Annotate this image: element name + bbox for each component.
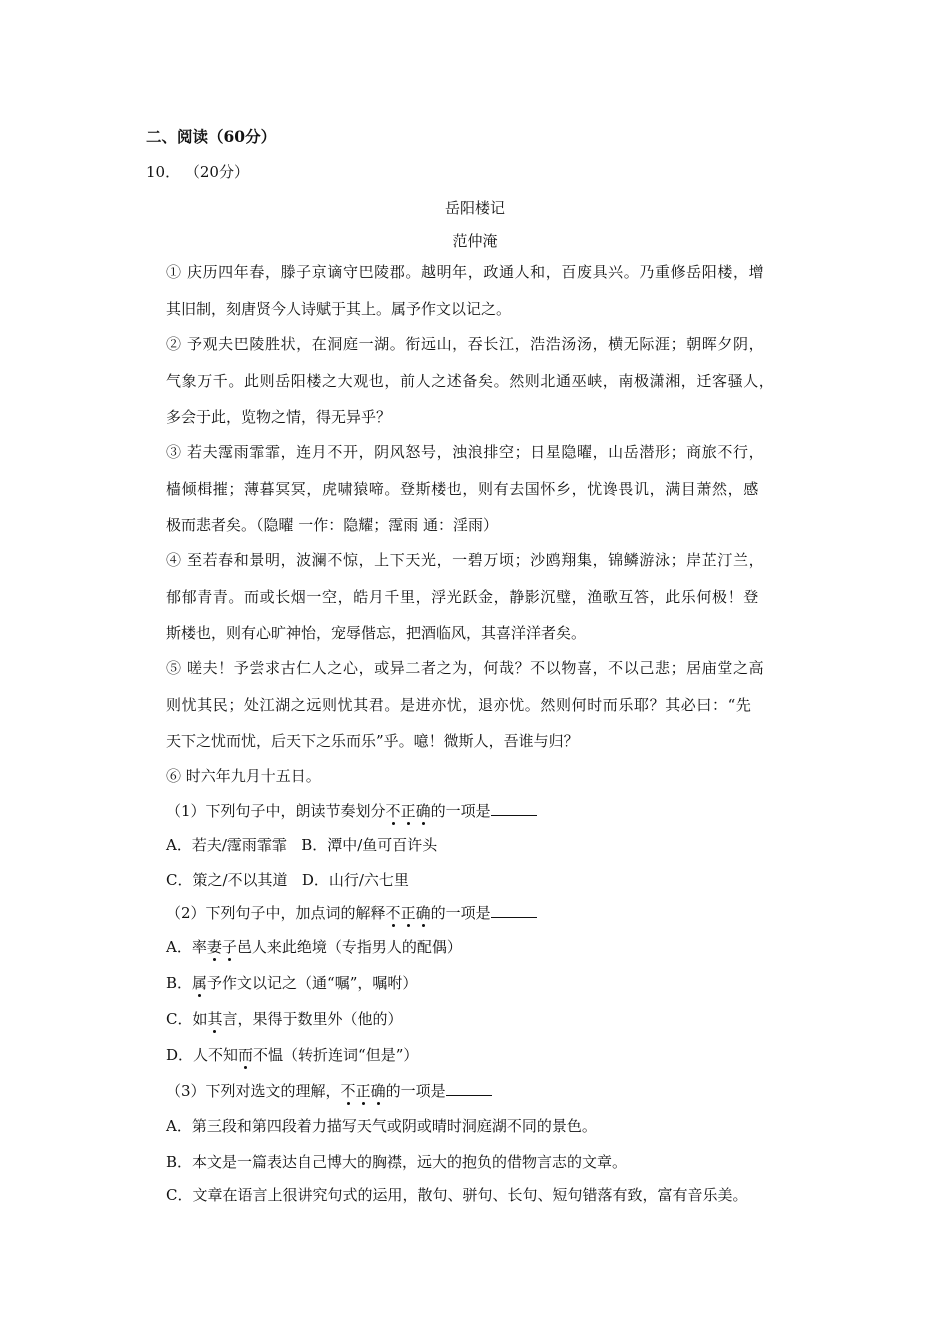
- emphasis-mark: 不: [340, 1082, 356, 1100]
- passage-line: 其旧制，刻唐贤今人诗赋于其上。属予作文以记之。: [166, 300, 512, 318]
- emphasis-mark: 妻: [206, 938, 222, 956]
- question-number: 10．: [146, 163, 181, 181]
- answer-blank[interactable]: [491, 902, 537, 918]
- q2-option-c: C．如其言，果得于数里外（他的）: [166, 1010, 403, 1028]
- q2-stem: （2）下列句子中，加点词的解释不正确的一项是: [166, 902, 537, 923]
- q3-option: A．第三段和第四段着力描写天气或阴或晴时洞庭湖不同的景色。: [166, 1117, 597, 1135]
- question-points: （20分）: [184, 163, 249, 181]
- q3-option: B．本文是一篇表达自己博大的胸襟，远大的抱负的借物言志的文章。: [166, 1153, 628, 1171]
- passage-line: ③ 若夫霪雨霏霏，连月不开，阴风怒号，浊浪排空；日星隐曜，山岳潜形；商旅不行，: [166, 443, 765, 461]
- emphasis-mark: 正: [400, 904, 416, 922]
- answer-blank[interactable]: [491, 800, 537, 816]
- passage-title: 岳阳楼记: [444, 199, 505, 217]
- question-header: [146, 162, 249, 182]
- passage-line: 郁郁青青。而或长烟一空，皓月千里，浮光跃金，静影沉璧，渔歌互答，此乐何极！登: [166, 588, 759, 606]
- emphasis-mark: 其: [207, 1010, 223, 1028]
- emphasis-mark: 而: [238, 1046, 254, 1064]
- passage-line: ① 庆历四年春，滕子京谪守巴陵郡。越明年，政通人和，百废具兴。乃重修岳阳楼，增: [166, 263, 765, 281]
- emphasis-mark: 确: [415, 904, 431, 922]
- passage-line: 天下之忧而忧，后天下之乐而乐”乎。噫！微斯人，吾谁与归？: [166, 732, 579, 750]
- emphasis-mark: 确: [370, 1082, 386, 1100]
- q1-option-row: C．策之/不以其道 D．山行/六七里: [166, 871, 409, 889]
- emphasis-mark: 正: [355, 1082, 371, 1100]
- passage-line: 斯楼也，则有心旷神怡，宠辱偕忘，把酒临风，其喜洋洋者矣。: [166, 624, 587, 642]
- q1-option-row: A．若夫/霪雨霏霏 B．潭中/鱼可百许头: [166, 836, 438, 854]
- emphasis-mark: 子: [221, 938, 237, 956]
- passage-line: 樯倾楫摧；薄暮冥冥，虎啸猿啼。登斯楼也，则有去国怀乡，忧谗畏讥，满目萧然，感: [166, 480, 759, 498]
- emphasis-mark: 确: [415, 802, 431, 820]
- passage-line: 极而悲者矣。（隐曜 一作：隐耀；霪雨 通：淫雨）: [166, 516, 499, 534]
- passage-author: 范仲淹: [452, 232, 498, 250]
- passage-line: ④ 至若春和景明，波澜不惊，上下天光，一碧万顷；沙鸥翔集，锦鳞游泳；岸芷汀兰，: [166, 551, 765, 569]
- emphasis-mark: 正: [400, 802, 416, 820]
- section-heading: 二、阅读（60分）: [146, 127, 277, 146]
- passage-line: ② 予观夫巴陵胜状，在洞庭一湖。衔远山，吞长江，浩浩汤汤，横无际涯；朝晖夕阴，: [166, 335, 765, 353]
- emphasis-mark: 不: [385, 802, 401, 820]
- q3-stem: （3）下列对选文的理解，不正确的一项是: [166, 1080, 492, 1101]
- emphasis-mark: 属: [192, 974, 208, 992]
- passage-line: 则忧其民；处江湖之远则忧其君。是进亦忧，退亦忧。然则何时而乐耶？其必曰：“先: [166, 696, 752, 714]
- q2-option-b: B．属予作文以记之（通“嘱”，嘱咐）: [166, 974, 418, 992]
- answer-blank[interactable]: [446, 1080, 492, 1096]
- q2-option-d: D．人不知而不愠（转折连词“但是”）: [166, 1046, 419, 1064]
- passage-line: 多会于此，览物之情，得无异乎？: [166, 408, 392, 426]
- q3-option: C．文章在语言上很讲究句式的运用，散句、骈句、长句、短句错落有致，富有音乐美。: [166, 1186, 748, 1204]
- passage-line: 气象万千。此则岳阳楼之大观也，前人之述备矣。然则北通巫峡，南极潇湘，迁客骚人，: [166, 372, 775, 390]
- emphasis-mark: 不: [385, 904, 401, 922]
- q2-option-a: A．率妻子邑人来此绝境（专指男人的配偶）: [166, 938, 462, 956]
- q1-stem: （1）下列句子中，朗读节奏划分不正确的一项是: [166, 800, 537, 821]
- passage-line: ⑤ 嗟夫！予尝求古仁人之心，或异二者之为，何哉？不以物喜，不以己悲；居庙堂之高: [166, 659, 765, 677]
- passage-line: ⑥ 时六年九月十五日。: [166, 767, 321, 785]
